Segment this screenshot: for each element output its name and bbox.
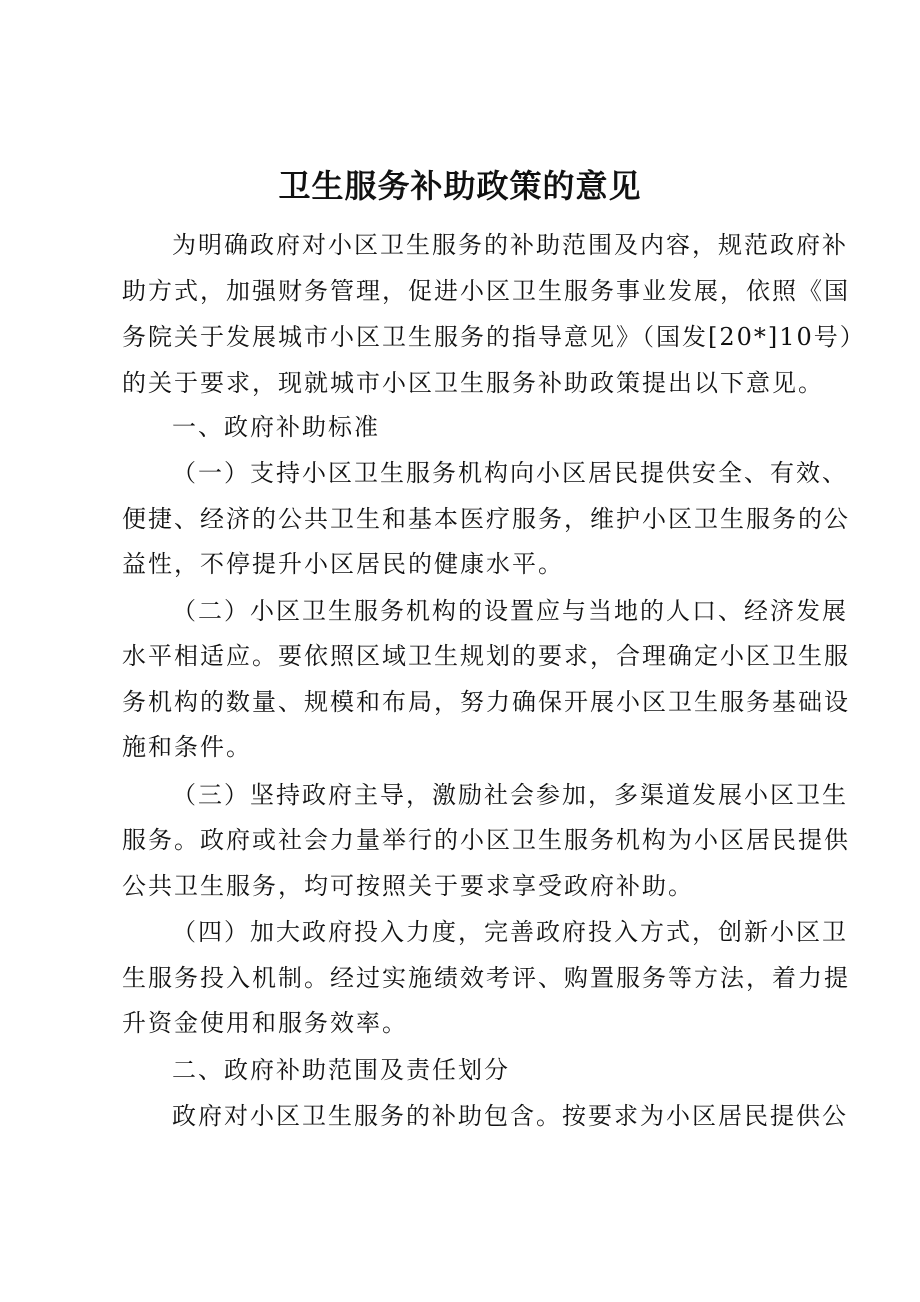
- text-line: 务院关于发展城市小区卫生服务的指导意见》（国发[20*]10号）: [122, 323, 866, 351]
- text-line: 的关于要求，现就城市小区卫生服务补助政策提出以下意见。: [122, 369, 824, 397]
- text-line: 服务。政府或社会力量举行的小区卫生服务机构为小区居民提供: [122, 826, 850, 854]
- document-title: 卫生服务补助政策的意见: [278, 167, 642, 205]
- text-line: （四）加大政府投入力度，完善政府投入方式，创新小区卫: [172, 918, 848, 946]
- text-line: 便捷、经济的公共卫生和基本医疗服务，维护小区卫生服务的公: [122, 505, 850, 533]
- text-line: （三）坚持政府主导，激励社会参加，多渠道发展小区卫生: [172, 781, 848, 809]
- text-line: 为明确政府对小区卫生服务的补助范围及内容，规范政府补: [172, 231, 848, 259]
- text-line: （一）支持小区卫生服务机构向小区居民提供安全、有效、: [172, 459, 848, 487]
- text-line: 益性，不停提升小区居民的健康水平。: [122, 550, 564, 578]
- text-line: 公共卫生服务，均可按照关于要求享受政府补助。: [122, 872, 694, 900]
- text-line: 升资金使用和服务效率。: [122, 1009, 408, 1037]
- text-line: 政府对小区卫生服务的补助包含。按要求为小区居民提供公: [172, 1102, 848, 1130]
- text-line: 务机构的数量、规模和布局，努力确保开展小区卫生服务基础设: [122, 688, 850, 716]
- text-line: 水平相适应。要依照区域卫生规划的要求，合理确定小区卫生服: [122, 642, 850, 670]
- text-line: 助方式，加强财务管理，促进小区卫生服务事业发展，依照《国: [122, 277, 850, 305]
- section-heading: 二、政府补助范围及责任划分: [172, 1056, 510, 1084]
- text-line: （二）小区卫生服务机构的设置应与当地的人口、经济发展: [172, 597, 848, 625]
- text-line: 施和条件。: [122, 733, 252, 761]
- section-heading: 一、政府补助标准: [172, 413, 380, 441]
- text-line: 生服务投入机制。经过实施绩效考评、购置服务等方法，着力提: [122, 964, 850, 992]
